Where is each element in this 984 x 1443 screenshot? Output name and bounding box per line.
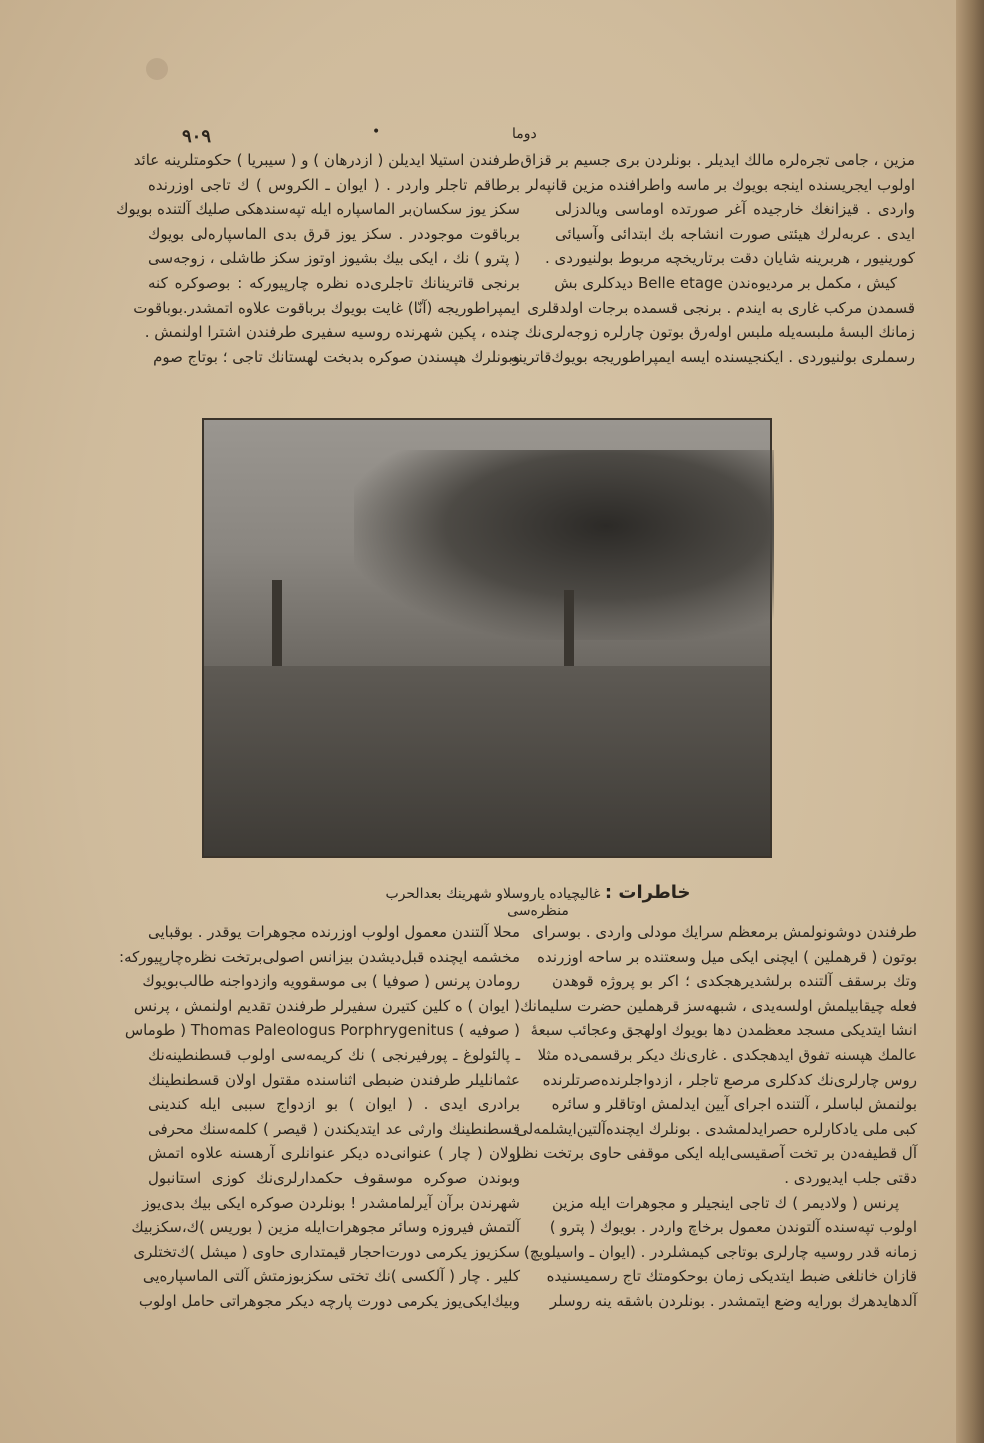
text-line: زمانه قدر روسیه چارلری بوتاجی کیمشلردر . (ایوان ـ واسیلویچ) — [523, 1242, 917, 1261]
text-line: قسطنطینك وارثی عد ایتدیکندن ( قیصر ) کلمه‌سنك محرفی — [148, 1119, 520, 1138]
text-column-left-bottom — [119, 920, 520, 1314]
text-line: رومادن پرنس ( صوفیا ) بی موسقوویه وازدواجنه طالب‌بویوك — [142, 972, 520, 991]
text-line: بوتون ( قرهملین ) ایچنی ایکی میل وسعتنده بر ساحه اوزرنده — [537, 947, 917, 966]
text-line: طرفندن استیلا ایدیلن ( ازدرهان ) و ( سیبریا ) حکومتلرینه عائد — [133, 151, 520, 169]
text-line: زمانك البسهٔ ملبسه‌یله ملبس اوله‌رق بوتون چارلره زوجه‌لری‌نك — [524, 323, 915, 342]
text-line: وبوندن صوکره موسقوف حکمدارلری‌نك کوزی استانبول — [148, 1168, 520, 1187]
text-line: وتك برسقف آلتنده برلشدیرهجکدی ؛ اکر بو پروژه قوهدن — [552, 972, 917, 991]
text-line: واردی . قیزانغك خارجیده آغر صورتده اوماسی ویالدزلی — [555, 200, 915, 219]
text-line: ( پترو ) نك ، ایکی بیك بشیوز اوتوز سکز طاشلی ، زوجه‌سی — [148, 249, 520, 268]
text-line: آلدهایدهرك بورایه وضع ایتمشدر . بونلردن باشقه ینه روسلر — [549, 1291, 917, 1310]
photograph-war-ruins — [202, 418, 772, 858]
text-line: طرفندن دوشونولمش برمعظم سرایك مودلی واردی . بوسرای — [532, 923, 917, 941]
text-line: پرنس ( ولادیمر ) ك تاجی اینجیلر و مجوهرات ایله مزین — [552, 1193, 899, 1212]
running-title: دوما — [512, 126, 537, 142]
text-line: سکز یوز سکسان‌بر الماسپاره ایله تپه‌سندهکی صلیك آلتنده بویوك — [116, 200, 520, 219]
text-line: سکزیوز یکرمی دورت‌احجار قیمتداری حاوی ( میشل )ك‌تختلری — [133, 1242, 520, 1261]
text-line: ایمپراطوریجه (آنّا) غایت بویوك برباقوت علاوه اتمشدر.بوباقوت — [133, 298, 520, 317]
book-binding-edge — [956, 0, 984, 1443]
text-line: رسملری بولنیوردی . ایکنجیسنده ایسه ایمپراطوریجه بویوك‌قاترینه — [510, 347, 915, 366]
text-line: برنجی قاترینانك تاجلری‌ده نظره چارپیورکه : بوصوکره کنه — [148, 273, 520, 292]
text-column-right-bottom — [506, 920, 917, 1314]
text-line: ( صوفیه ) Thomas Paleologus Porphrygenitus ( طوماس — [124, 1021, 520, 1040]
page-number: ۹۰۹ — [182, 126, 212, 147]
text-line: چنده ، پکین شهرنده روسیه سفیری طرفندن اشترا اولنمش . — [144, 323, 520, 342]
caption-lead: خاطرات : — [604, 882, 691, 903]
text-line: اولان ( چار ) عنوانی‌ده دیکر عنوانلری آرهسنه علاوه اتمش — [148, 1144, 520, 1163]
header-separator: • — [372, 124, 381, 140]
text-line: ـ پالئولوغ ـ پورفیرنجی ) نك کریمه‌سی اولوب قسطنطینه‌نك — [148, 1045, 520, 1064]
text-line: محلا آلتندن معمول اولوب اوزرنده مجوهرات یوقدر . بوقبایی — [148, 923, 520, 941]
text-line: کلیر . چار ( آلکسی )نك تختی سکزبوزمتش آلتی الماسپاره‌یی — [142, 1267, 520, 1286]
text-line: روس چارلری‌نك کدکلری مرصع تاجلر ، ازدواجلرنده‌صرتلرنده — [542, 1070, 917, 1089]
paper-stain — [146, 58, 168, 80]
text-line: آلتمش فیروزه وسائر مجوهرات‌ایله مزین ( بوریس )ك،سکزبیك — [131, 1218, 520, 1237]
photo-caption — [368, 882, 708, 919]
text-line: آل قطیفه‌دن بر تخت آصقیسی‌ایله ایکی موقفی حاوی برتخت نظر — [513, 1144, 917, 1163]
text-line: شهرندن برآن آیرلمامشدر ! بونلردن صوکره ایکی بیك بدی‌یوز — [142, 1193, 520, 1212]
text-line: مخشمه ایچنده قبل‌دیشدن بیزانس اصولی‌برتخت نظره‌چارپیورکه: — [119, 947, 520, 966]
text-line: مزین ، جامی تجره‌لره مالك ایدیلر . بونلردن بری جسیم بر قزاق — [520, 151, 915, 169]
text-line: ایدی . عربه‌لرك هیئتی صورت انشاجه بك ابتدائی وآسیائی — [555, 224, 915, 243]
ruined-tower — [564, 590, 574, 670]
foreground-ground — [204, 666, 770, 856]
text-line: کیش ، مکمل بر مردیوه‌ندن Belle etage دیدکلری بش — [554, 273, 897, 292]
text-line: ( ایوان ) ه کلین کتیرن سفیرلر طرفندن تقدیم اولنمش ، پرنس — [133, 996, 520, 1015]
text-line: برباقوت موجوددر . سکز یوز قرق بدی الماسپاره‌لی بویوك — [148, 224, 520, 243]
text-line: قازان خانلغی ضبط ایتدیکی زمان بوحکومتك تاج رسمیسنیده — [546, 1267, 917, 1286]
text-line: وبونلرك هپسندن صوکره بدبخت لهستانك تاجی ؛ بوتاج صوم — [153, 347, 520, 366]
text-line: بولنمش لباسلر ، آلتنده اجرای آیین ایدلمش اوتاقلر و سائره — [551, 1095, 917, 1114]
text-line: اولوب ایجریسنده اینجه بویوك بر ماسه واطرافنده مزین قانپه‌لر — [525, 175, 915, 194]
text-line: انشا ایتدیکی مسجد معظمدن دها بویوك اولهجق وعجائب سبعهٔ — [530, 1021, 917, 1040]
text-column-right-top — [510, 148, 915, 369]
text-column-left-top — [116, 148, 520, 369]
text-line: عالمك هپسنه تفوق ایدهجکدی . غاری‌نك دیکر برقسمی‌ده مثلا — [537, 1045, 917, 1064]
text-line: وبیك‌ایکی‌یوز یکرمی دورت پارچه دیکر مجوهراتی حامل اولوب — [138, 1291, 520, 1310]
text-line: فعله چیقابیلمش اولسه‌یدی ، شبهه‌سز قرهملین حضرت سلیمانك — [520, 996, 917, 1015]
text-line: برادری ایدی . ( ایوان ) بو ازدواج سببی ایله کندینی — [148, 1095, 520, 1114]
text-line: کورینیور ، هربرینه شایان دقت برتاریخچه مربوط بولنیوردی . — [544, 249, 915, 268]
text-line: برطاقم تاجلر واردر . ( ایوان ـ الکروس ) ك تاجی اوزرنده — [148, 175, 520, 194]
text-line: عثمانلیلر طرفندن ضبطی اثناسنده مقتول اولان قسطنطینك — [148, 1070, 520, 1089]
caption-text: غالیچیاده یاروسلاو شهرینك بعدالحرب منظره‌سی — [385, 886, 601, 919]
text-line: کبی ملی یادکارلره حصرایدلمشدی . بونلرك ایچنده‌آلتین‌ایشلمه‌لی ، — [506, 1119, 917, 1138]
text-line: اولوب تپه‌سنده آلتوندن معمول برخاچ واردر . بویوك ( پترو ) — [549, 1218, 917, 1237]
text-line: دقتی جلب ایدیوردی . — [784, 1168, 917, 1187]
ruined-tower — [272, 580, 282, 670]
text-line: قسمدن مرکب غاری به ایندم . برنجی قسمده برجات اولدقلری — [527, 298, 915, 317]
